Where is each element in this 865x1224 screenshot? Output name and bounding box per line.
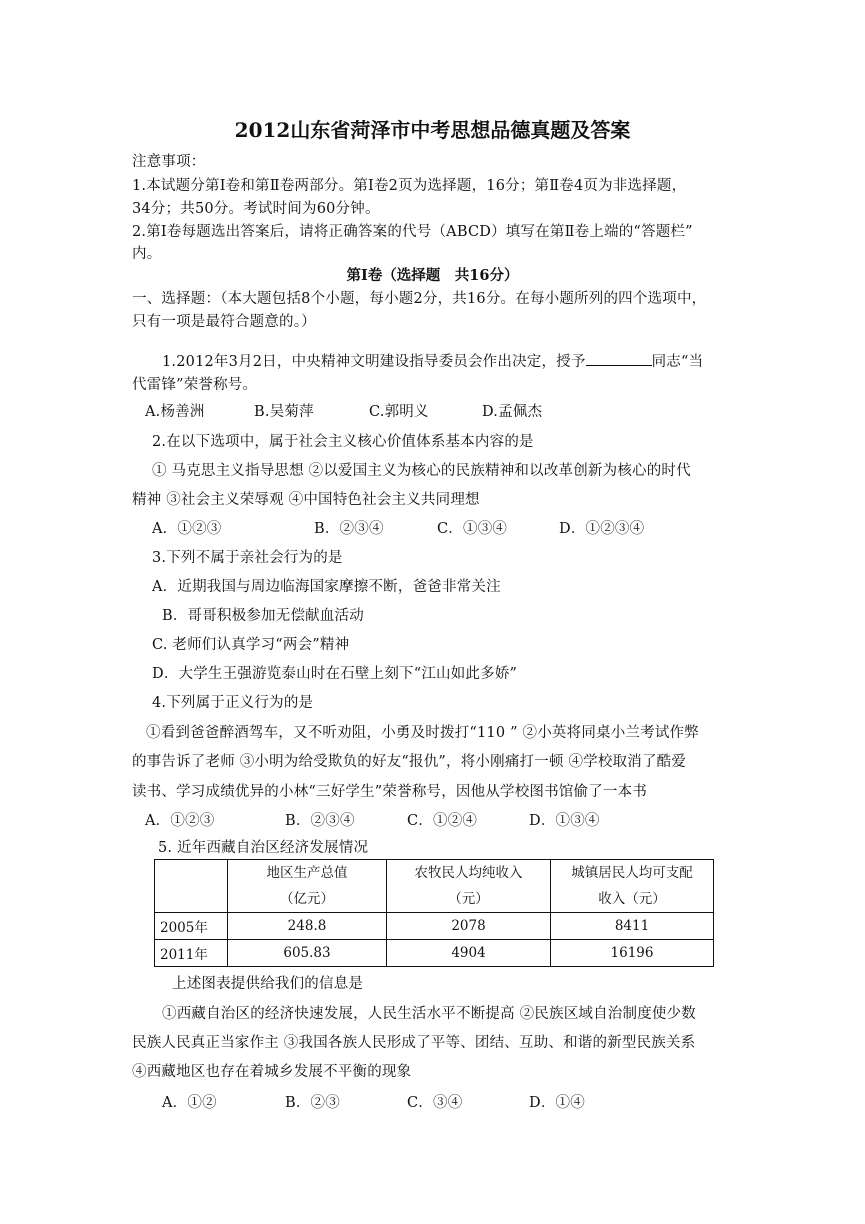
question-1-option: C.郭明义: [369, 404, 429, 420]
question-4-items: 读书、学习成绩优异的小林“三好学生”荣誉称号，因他从学校图书馆偷了一本书: [132, 784, 648, 800]
table-header-row: [155, 860, 714, 913]
table-row: [155, 913, 714, 940]
question-3-stem: 3.下列不属于亲社会行为的是: [152, 550, 343, 566]
section-instructions: 只有一项是最符合题意的。）: [132, 314, 316, 330]
notice-line: 34分；共50分。考试时间为60分钟。: [132, 201, 380, 217]
question-4-items: ①看到爸爸醉酒驾车，又不听劝阻，小勇及时拨打“110 ” ②小英将同桌小兰考试作弊: [146, 725, 699, 741]
page-title: 2012山东省菏泽市中考思想品德真题及答案: [234, 118, 631, 142]
question-5-option: A．①②: [162, 1095, 217, 1111]
question-2-option: D．①②③④: [559, 521, 645, 537]
table-cell-year: 2005年: [155, 913, 228, 940]
notice-heading: 注意事项：: [132, 154, 206, 170]
table-cell: 605.83: [228, 940, 387, 967]
question-3-option: C. 老师们认真学习“两会”精神: [152, 637, 350, 653]
question-2-items: 精神 ③社会主义荣辱观 ④中国特色社会主义共同理想: [132, 492, 480, 508]
notice-line: 2.第Ⅰ卷每题选出答案后，请将正确答案的代号（ABCD）填写在第Ⅱ卷上端的“答题栏”: [132, 224, 693, 240]
question-3-option: A．近期我国与周边临海国家摩擦不断，爸爸非常关注: [152, 579, 501, 595]
question-5-items: 民族人民真正当家作主 ③我国各族人民形成了平等、团结、互助、和谐的新型民族关系: [132, 1035, 696, 1051]
question-5-items: ④西藏地区也存在着城乡发展不平衡的现象: [132, 1064, 412, 1080]
question-5-option: B．②③: [285, 1095, 340, 1111]
question-2-option: C．①③④: [437, 521, 508, 537]
table-cell: 2078: [387, 913, 551, 940]
table-row: [155, 940, 714, 967]
section-instructions: 一、选择题：（本大题包括8个小题，每小题2分，共16分。在每小题所列的四个选项中，: [132, 291, 707, 307]
question-4-option: A．①②③: [145, 813, 215, 829]
question-1-option: A.杨善洲: [145, 404, 205, 420]
question-2-stem: 2.在以下选项中，属于社会主义核心价值体系基本内容的是: [152, 434, 534, 450]
data-table: [154, 859, 714, 967]
question-2-option: B．②③④: [314, 521, 384, 537]
notice-line: 1.本试题分第Ⅰ卷和第Ⅱ卷两部分。第Ⅰ卷2页为选择题，16分；第Ⅱ卷4页为非选择题，: [132, 178, 687, 194]
question-2-items: ① 马克思主义指导思想 ②以爱国主义为核心的民族精神和以改革创新为核心的时代: [152, 463, 691, 479]
table-cell: 8411: [551, 913, 714, 940]
question-4-items: 的事告诉了老师 ③小明为给受欺负的好友“报仇”，将小刚痛打一顿 ④学校取消了酷爱: [132, 754, 687, 770]
section-title: 第Ⅰ卷（选择题 共16分）: [346, 267, 519, 284]
question-5-option: C．③④: [407, 1095, 463, 1111]
table-cell: 248.8: [228, 913, 387, 940]
table-header-cell: 地区生产总值 （亿元）: [228, 860, 387, 913]
question-4-option: B．②③④: [285, 813, 355, 829]
table-header-cell: 农牧民人均纯收入 （元）: [387, 860, 551, 913]
question-5-option: D．①④: [529, 1095, 585, 1111]
question-1-option: B.吴菊萍: [254, 404, 314, 420]
question-4-option: C．①②④: [407, 813, 478, 829]
question-4-stem: 4.下列属于正义行为的是: [152, 695, 314, 711]
answer-blank: [586, 351, 652, 366]
question-3-option: D．大学生王强游览泰山时在石壁上刻下“江山如此多娇”: [152, 666, 518, 682]
question-3-option: B．哥哥积极参加无偿献血活动: [162, 608, 364, 624]
table-cell: 4904: [387, 940, 551, 967]
table-cell-year: 2011年: [155, 940, 228, 967]
question-1-stem-text: 同志“当: [651, 354, 704, 370]
question-4-option: D．①③④: [529, 813, 600, 829]
question-1-option: D.孟佩杰: [482, 404, 543, 420]
question-1-stem: [162, 351, 703, 372]
notice-line: 内。: [132, 246, 162, 262]
question-5-lead: 上述图表提供给我们的信息是: [172, 976, 364, 992]
table-corner-cell: [155, 860, 228, 913]
question-1-stem: 代雷锋”荣誉称号。: [132, 377, 258, 393]
question-5-stem: 5. 近年西藏自治区经济发展情况: [158, 840, 369, 856]
table-header-cell: 城镇居民人均可支配 收入（元）: [551, 860, 714, 913]
table-cell: 16196: [551, 940, 714, 967]
question-1-stem-text: 1.2012年3月2日，中央精神文明建设指导委员会作出决定，授予: [162, 354, 586, 370]
question-5-items: ①西藏自治区的经济快速发展，人民生活水平不断提高 ②民族区域自治制度使少数: [162, 1006, 697, 1022]
question-2-option: A．①②③: [152, 521, 222, 537]
